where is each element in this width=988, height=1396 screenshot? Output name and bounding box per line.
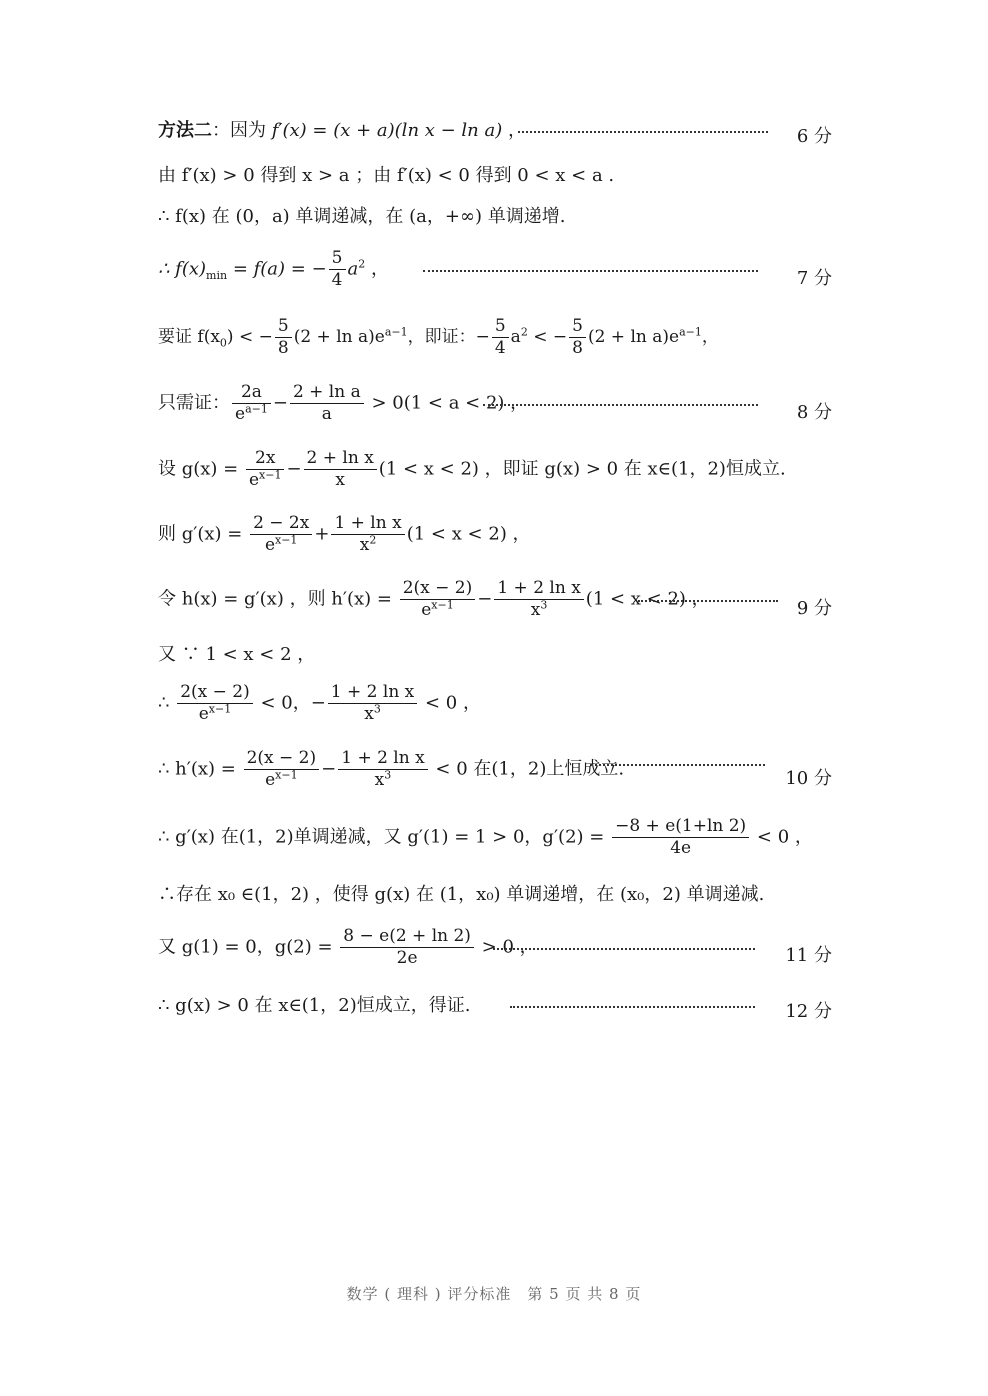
line-15: 又 g(1) = 0，g(2) = $\frac{8 - e(2 + \ln 2)}{2e}$ > 0 ， (158, 928, 538, 967)
line-5: 要证 $f(x_0)$ < − $\frac{5}{8}$ $(2 + \ln a)e^{a-1}$，即证：− $\frac{5}{4}$ $a^2$ < − $\frac{5}{8}$ $(2 + \ln a)e^{a-1}$， (158, 316, 719, 358)
line-13: ∴ g′(x) 在(1，2)单调递减，又 g′(1) = 1 > 0，g′(2) = $\frac{-8 + e(1+\ln 2)}{4e}$ < 0 ， (158, 816, 813, 858)
line-9: 令 h(x) = g′(x) ，则 h′(x) = $\frac{2(x - 2)}{e^{x-1}}$ − $\frac{\text{1 + 2 ln x}}{x^3}$ (1 < x < 2) ， (158, 580, 710, 619)
score-11: 11 分 (785, 945, 832, 966)
line-16: ∴ g(x) > 0 在 x∈(1，2)恒成立，得证. (158, 997, 470, 1015)
score-9: 9 分 (796, 598, 832, 619)
score-8: 8 分 (796, 402, 832, 423)
score-7: 7 分 (796, 268, 832, 289)
page-footer: 数学 ( 理科 ) 评分标准 第 5 页 共 8 页 (346, 1285, 642, 1303)
line-14: ∴存在 x₀ ∈(1，2) ，使得 g(x) 在 (1，x₀) 单调递增，在 (x₀，2) 单调递减. (158, 884, 765, 905)
method-label: 方法二 (158, 120, 212, 141)
line-2: 由 f′(x) > 0 得到 x > a ；由 f′(x) < 0 得到 0 < x < a . (158, 165, 615, 186)
line-12: ∴ h′(x) = $\frac{2(x - 2)}{e^{x-1}}$ − $\frac{\text{1 + 2 ln x}}{x^3}$ < 0 在(1，2)上恒成立. (158, 750, 624, 789)
line-1: 方法二：因为 f′(x) = (x + a)(ln x − ln a) ， (158, 122, 526, 140)
fraction: $\frac{5}{4}$ (329, 250, 346, 289)
line-8: 则 g′(x) = $\frac{2 - 2x}{e^{x-1}}$ + $\frac{\text{1 + ln x}}{x^2}$ (1 < x < 2) ， (158, 513, 531, 555)
score-10: 10 分 (785, 768, 832, 789)
line-11: ∴ $\frac{2(x - 2)}{e^{x-1}}$ < 0，− $\frac{\text{1 + 2 ln x}}{x^3}$ < 0 ， (158, 682, 481, 724)
line-4: ∴ $f(x)_{min} = f(a)$ = − $\frac{5}{4}$ $a^2$ ， (158, 250, 389, 289)
line-10: 又 ∵ 1 < x < 2 ， (158, 644, 316, 665)
line-3: ∴ f(x) 在 (0，a) 单调递减，在 (a，+∞) 单调递增. (158, 206, 566, 227)
line-6: 只需证： $\frac{2a}{e^{a-1}}$ − $\frac{\text{2 + ln a}}{a}$ > 0(1 < a < 2) ， (158, 384, 528, 423)
score-12: 12 分 (785, 1001, 832, 1022)
score-6: 6 分 (796, 126, 832, 147)
line-7: 设 g(x) = $\frac{2x}{e^{x-1}}$ − $\frac{\text{2 + ln x}}{x}$ (1 < x < 2) ，即证 g(x) > 0 在 x∈(1，2)恒成立. (158, 448, 786, 490)
